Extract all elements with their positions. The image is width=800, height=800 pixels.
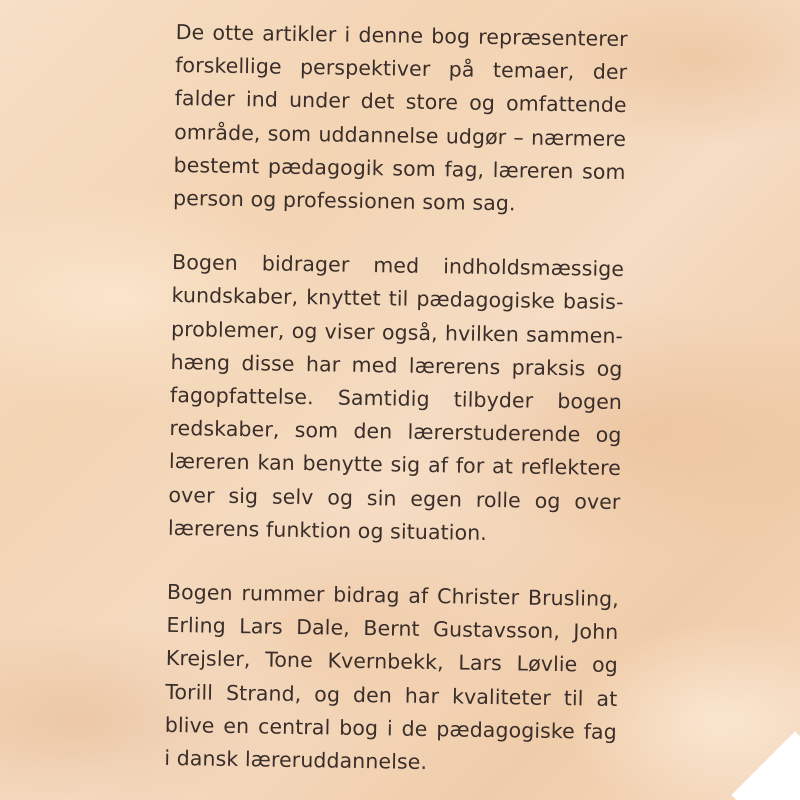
paragraph-intro (173, 16, 628, 222)
text-line: over sig selv og sin egen rolle og over (168, 482, 621, 514)
text-line: blive en central bog i de pædagogiske fag (164, 712, 617, 744)
cover-text (164, 16, 628, 800)
text-line: Bogen rummer bidrag af Christer Brusling, (166, 579, 620, 612)
text-line: Torill Strand, og den har kvaliteter til at (165, 679, 618, 711)
text-line: kundskaber, knyttet til pædagogiske basis- (171, 283, 624, 315)
text-line: problemer, og viser også, hvilken sammen- (170, 316, 624, 348)
text-line: Krejsler, Tone Kvernbekk, Lars Løvlie og (165, 646, 619, 678)
paragraph-authors (164, 576, 619, 782)
text-line: bestemt pædagogik som fag, læreren som (173, 152, 626, 184)
text-line: Bogen bidrager med indholdsmæssige (171, 250, 625, 282)
text-line: område, som uddannelse udgør – nærmere (173, 119, 627, 151)
text-line: i dansk læreruddannelse. (164, 745, 428, 775)
text-line: Erling Lars Dale, Bernt Gustavsson, John (166, 613, 619, 645)
text-line: lærerens funktion og situation. (167, 515, 488, 545)
text-line: falder ind under det store og omfattende (174, 86, 627, 118)
text-line: hæng disse har med lærerens praksis og (170, 349, 623, 381)
paragraph-contribution (168, 246, 625, 552)
text-line: redskaber, som den lærerstuderende og (169, 416, 622, 448)
text-line: læreren kan benytte sig af for at reflektere (168, 449, 622, 481)
text-line: De otte artikler i denne bog repræsenterer (175, 19, 628, 52)
page-corner (731, 731, 800, 800)
text-line: forskellige perspektiver på temaer, der (175, 53, 628, 85)
text-line: person og professionen som sag. (172, 185, 516, 216)
text-line: fagopfattelse. Samtidig tilbyder bogen (169, 382, 623, 415)
